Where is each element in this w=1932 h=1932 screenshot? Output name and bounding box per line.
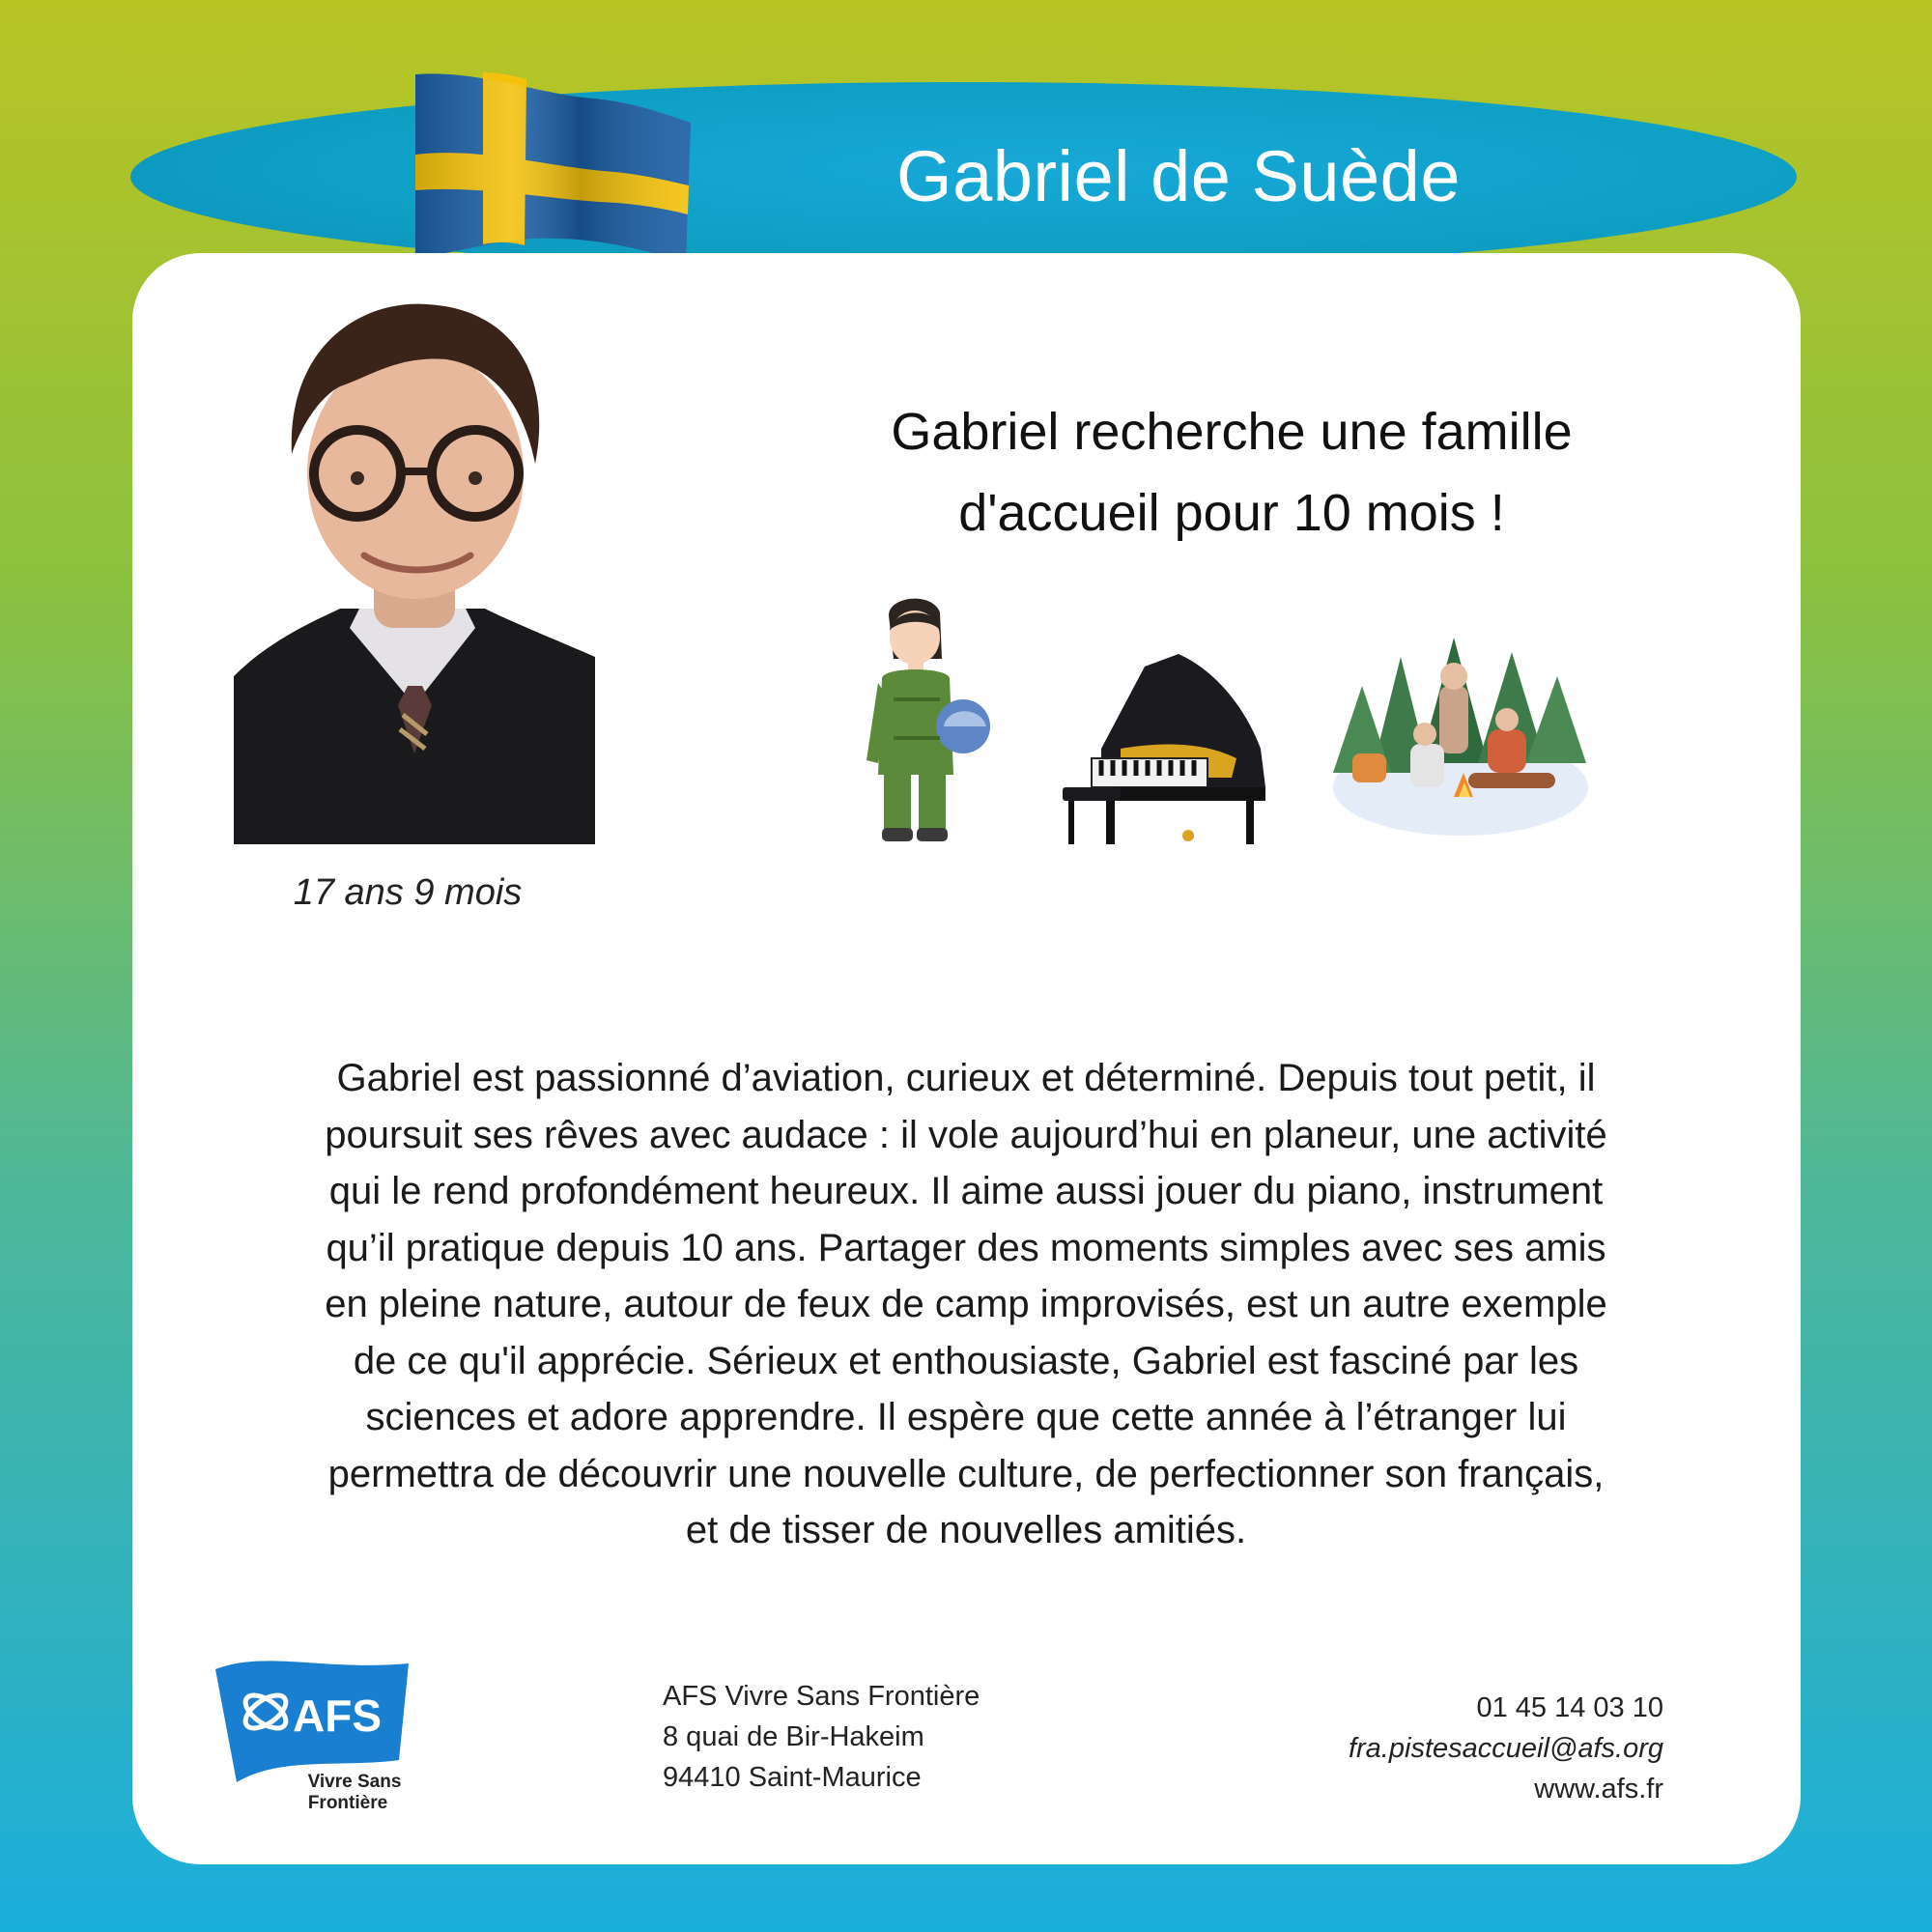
address-line-3: 94410 Saint-Maurice xyxy=(663,1762,922,1793)
pilot-illustration-icon xyxy=(855,591,1000,847)
description-line: sciences et adore apprendre. Il espère que cette année à l’étranger lui xyxy=(365,1396,1567,1438)
email-link[interactable]: fra.pistesaccueil@afs.org xyxy=(1348,1733,1663,1764)
headline-line-1: Gabriel recherche une famille xyxy=(891,403,1573,461)
phone-number[interactable]: 01 45 14 03 10 xyxy=(1476,1692,1663,1723)
description-line: qui le rend profondément heureux. Il aime aussi jouer du piano, instrument xyxy=(328,1170,1604,1212)
description-line: en pleine nature, autour de feux de camp improvisés, est un autre exemple xyxy=(325,1283,1607,1325)
description-line: Gabriel est passionné d’aviation, curieux et déterminé. Depuis tout petit, il xyxy=(336,1057,1596,1099)
afs-logo xyxy=(208,1642,420,1816)
website-link[interactable]: www.afs.fr xyxy=(1534,1774,1663,1804)
address-line-1: AFS Vivre Sans Frontière xyxy=(663,1681,980,1712)
headline-line-2: d'accueil pour 10 mois ! xyxy=(958,484,1505,542)
logo-tagline-1: Vivre Sans xyxy=(307,1772,402,1792)
page-title: Gabriel de Suède xyxy=(896,136,1461,216)
address-line-2: 8 quai de Bir-Hakeim xyxy=(663,1721,924,1752)
description xyxy=(184,1050,1748,1559)
description-line: et de tisser de nouvelles amitiés. xyxy=(685,1509,1247,1551)
description-line: de ce qu'il apprécie. Sérieux et enthousiaste, Gabriel est fasciné par les xyxy=(353,1339,1579,1382)
headline xyxy=(734,391,1729,554)
description-line: qu’il pratique depuis 10 ans. Partager des moments simples avec ses amis xyxy=(326,1226,1606,1269)
piano-illustration-icon xyxy=(1063,652,1270,850)
contact-info xyxy=(1349,1688,1663,1809)
description-line: poursuit ses rêves avec audace : il vole aujourd’hui en planeur, une activité xyxy=(325,1113,1607,1156)
campfire-forest-illustration-icon xyxy=(1333,618,1589,836)
profile-photo xyxy=(234,290,595,844)
sweden-flag-icon xyxy=(411,70,700,263)
logo-brand: AFS xyxy=(293,1690,382,1741)
postal-address xyxy=(663,1676,980,1798)
description-line: permettra de découvrir une nouvelle culture, de perfectionner son français, xyxy=(327,1452,1605,1495)
logo-tagline-2: Frontière xyxy=(307,1793,388,1813)
student-age: 17 ans 9 mois xyxy=(293,872,523,913)
